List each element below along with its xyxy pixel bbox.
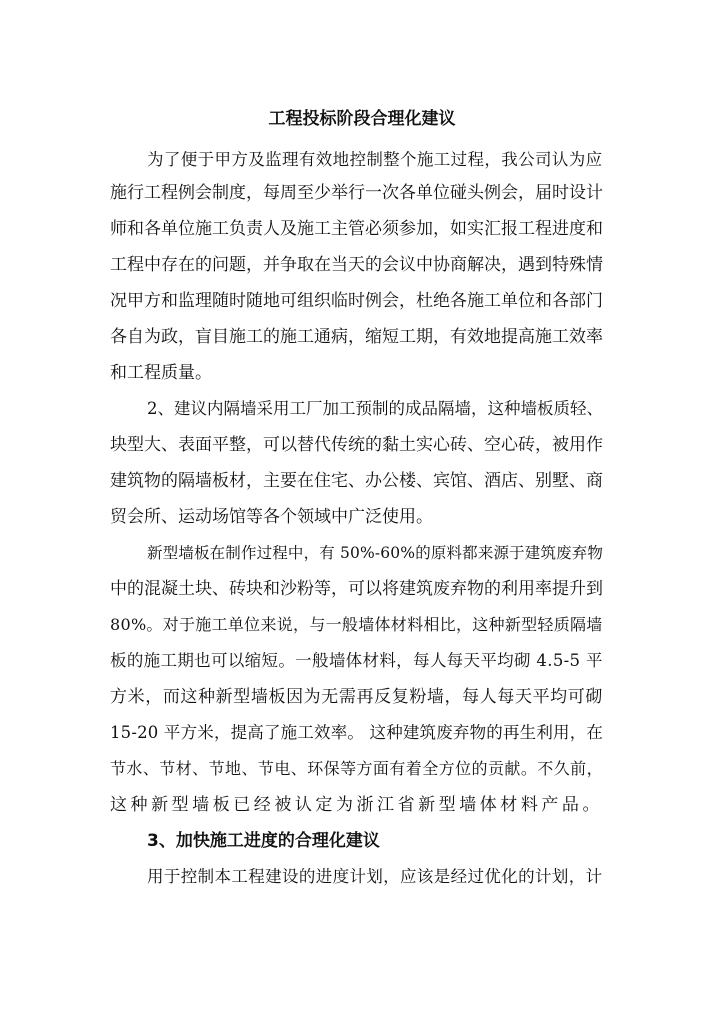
body-line: 各自为政，盲目施工的施工通病，缩短工期，有效地提高施工效率	[110, 327, 603, 347]
body-line: 15-20 平方米，提高了施工效率。 这种建筑废弃物的再生利用，在	[110, 723, 604, 742]
body-line: 工程中存在的问题，并争取在当天的会议中协商解决，遇到特殊情	[110, 255, 603, 275]
body-line: 新型墙板在制作过程中，有 50%-60%的原料都来源于建筑废弃物	[147, 544, 604, 562]
body-line: 为了便于甲方及监理有效地控制整个施工过程，我公司认为应	[147, 150, 603, 169]
body-line: 2、建议内隔墙采用工厂加工预制的成品隔墙，这种墙板质轻、	[147, 399, 603, 418]
document-title: 工程投标阶段合理化建议	[268, 109, 456, 129]
body-line: 师和各单位施工负责人及施工主管必须参加，如实汇报工程进度和	[110, 219, 603, 239]
body-line: 块型大、表面平整，可以替代传统的黏土实心砖、空心砖，被用作	[110, 435, 603, 455]
body-line: 节水、节材、节地、节电、环保等方面有着全方位的贡献。不久前，	[110, 759, 604, 778]
body-line: 贸会所、运动场馆等各个领域中广泛使用。	[110, 507, 433, 527]
body-line: 中的混凝土块、砖块和沙粉等，可以将建筑废弃物的利用率提升到	[110, 579, 603, 599]
section-heading: 3、加快施工进度的合理化建议	[147, 831, 380, 851]
body-line: 80%。对于施工单位来说，与一般墙体材料相比，这种新型轻质隔墙	[110, 615, 603, 634]
body-line: 板的施工期也可以缩短。一般墙体材料，每人每天平均砌 4.5-5 平	[110, 651, 603, 670]
body-line: 施行工程例会制度，每周至少举行一次各单位碰头例会，届时设计	[110, 183, 603, 203]
body-line: 况甲方和监理随时随地可组织临时例会，杜绝各施工单位和各部门	[110, 291, 603, 311]
body-line: 这种新型墙板已经被认定为浙江省新型墙体材料产品。	[110, 795, 603, 815]
body-line: 用于控制本工程建设的进度计划，应该是经过优化的计划，计	[147, 867, 603, 886]
body-line: 方米，而这种新型墙板因为无需再反复粉墙，每人每天平均可砌	[110, 687, 603, 707]
body-line: 和工程质量。	[110, 363, 212, 383]
body-line: 建筑物的隔墙板材，主要在住宅、办公楼、宾馆、酒店、别墅、商	[110, 471, 603, 491]
